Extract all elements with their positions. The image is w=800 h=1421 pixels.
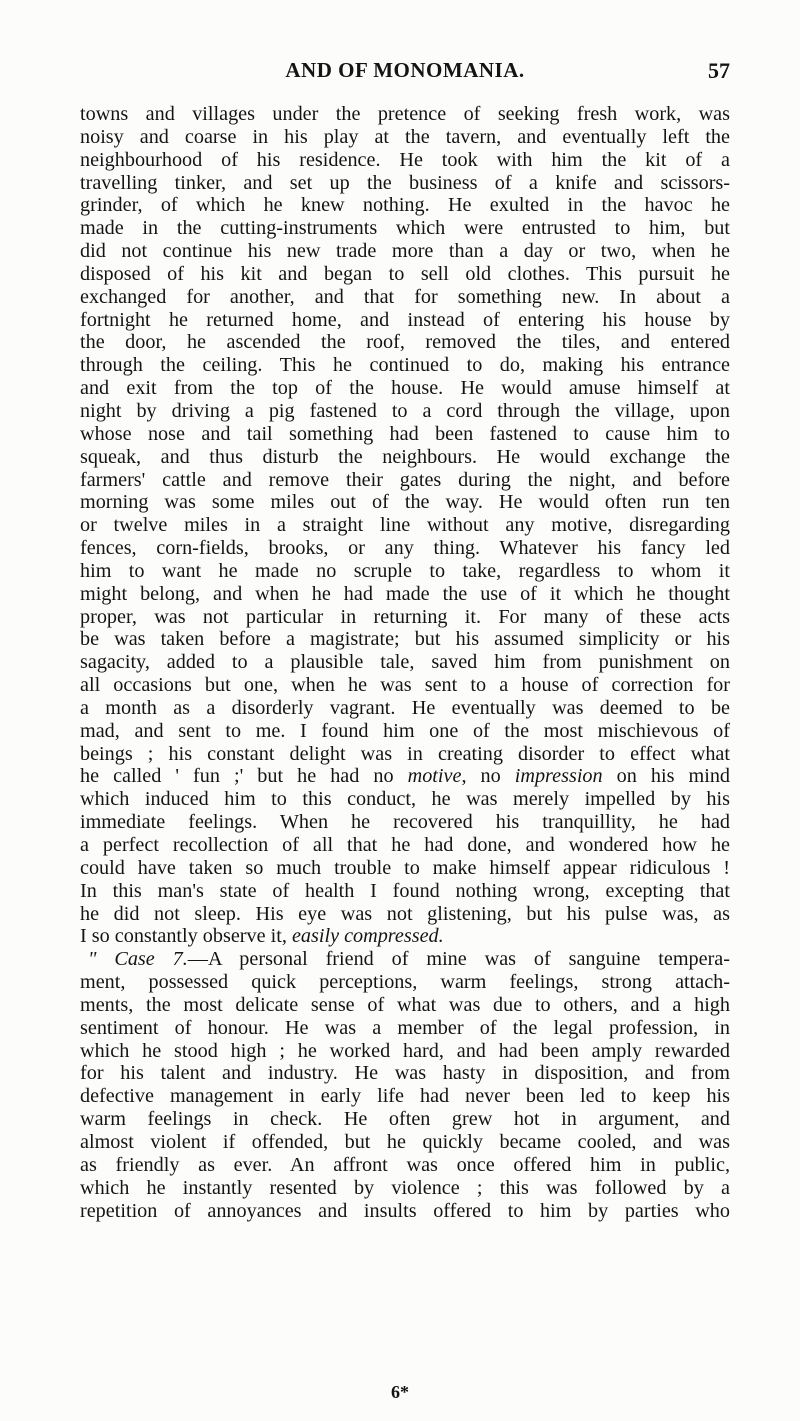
italic-run: easily compressed. [291, 925, 444, 948]
text-line: towns and villages under the pretence of seeking fresh work, was [80, 103, 730, 125]
text-line: a month as a disorderly vagrant. He eventually was deemed to be [80, 696, 730, 719]
text-line: immediate feelings. When he recovered his tranquillity, he had [80, 811, 730, 834]
text-line: squeak, and thus disturb the neighbours. He would exchange the [80, 445, 730, 468]
case-label: " Case 7. [88, 948, 188, 971]
text-line: which he stood high ; he worked hard, and had been amply rewarded [80, 1039, 730, 1062]
text-line: could have taken so much trouble to make himself appear ridiculous ! [80, 856, 730, 879]
text-line-mixed [80, 765, 730, 788]
text-line: disposed of his kit and began to sell old clothes. This pursuit he [80, 262, 730, 285]
signature-mark: 6* [391, 1382, 409, 1402]
text-line: almost violent if offended, but he quickly became cooled, and was [80, 1130, 730, 1153]
text-line: exchanged for another, and that for something new. In about a [80, 285, 730, 308]
text-line: made in the cutting-instruments which were entrusted to him, but [80, 217, 730, 240]
text-run: —A personal friend of mine was of sanguine tempera- [187, 948, 730, 971]
italic-run: motive [407, 765, 462, 788]
text-line: beings ; his constant delight was in creating disorder to effect what [80, 742, 730, 765]
text-line: defective management in early life had never been led to keep his [80, 1085, 730, 1108]
text-line-mixed [80, 925, 730, 948]
text-line: morning was some miles out of the way. He would often run ten [80, 491, 730, 514]
italic-run: impression [514, 765, 603, 788]
text-line: travelling tinker, and set up the business of a knife and scissors- [80, 171, 730, 194]
text-line: might belong, and when he had made the use of it which he thought [80, 582, 730, 605]
text-line: neighbourhood of his residence. He took with him the kit of a [80, 148, 730, 171]
running-head [80, 58, 730, 88]
text-line: whose nose and tail something had been fastened to cause him to [80, 422, 730, 445]
text-line: or twelve miles in a straight line without any motive, disregarding [80, 514, 730, 537]
text-line: mad, and sent to me. I found him one of the most mischievous of [80, 719, 730, 742]
case-heading-line [80, 948, 730, 971]
text-line: farmers' cattle and remove their gates during the night, and before [80, 468, 730, 491]
text-line: all occasions but one, when he was sent to a house of correction for [80, 674, 730, 697]
text-line: be was taken before a magistrate; but his assumed simplicity or his [80, 628, 730, 651]
text-line: night by driving a pig fastened to a cord through the village, upon [80, 399, 730, 422]
text-line: warm feelings in check. He often grew hot in argument, and [80, 1108, 730, 1131]
text-line: a perfect recollection of all that he had done, and wondered how he [80, 834, 730, 856]
text-line: and exit from the top of the house. He would amuse himself at [80, 377, 730, 400]
text-line: for his talent and industry. He was hasty in disposition, and from [80, 1062, 730, 1085]
text-line: fortnight he returned home, and instead of entering his house by [80, 308, 730, 331]
text-run: I so constantly observe it, [80, 925, 287, 948]
text-line: through the ceiling. This he continued to do, making his entrance [80, 354, 730, 377]
text-line: proper, was not particular in returning it. For many of these acts [80, 605, 730, 628]
text-line: fences, corn-fields, brooks, or any thing. Whatever his fancy led [80, 537, 730, 560]
text-line: sentiment of honour. He was a member of the legal profession, in [80, 1016, 730, 1039]
text-line: as friendly as ever. An affront was once offered him in public, [80, 1153, 730, 1176]
text-run: he called ' fun ;' but he had no [80, 765, 394, 788]
text-line: he did not sleep. His eye was not glistening, but his pulse was, as [80, 902, 730, 925]
text-run: , no [461, 765, 501, 788]
text-line: sagacity, added to a plausible tale, saved him from punishment on [80, 651, 730, 674]
page-number: 57 [708, 58, 730, 83]
text-line: grinder, of which he knew nothing. He exulted in the havoc he [80, 194, 730, 217]
text-line: which induced him to this conduct, he was merely impelled by his [80, 788, 730, 811]
text-line: did not continue his new trade more than a day or two, when he [80, 240, 730, 263]
text-line: ments, the most delicate sense of what was due to others, and a high [80, 993, 730, 1016]
text-line: repetition of annoyances and insults offered to him by parties who [80, 1199, 730, 1222]
text-line: ment, possessed quick perceptions, warm feelings, strong attach- [80, 971, 730, 994]
text-line: him to want he made no scruple to take, regardless to whom it [80, 559, 730, 582]
text-line: the door, he ascended the roof, removed the tiles, and entered [80, 331, 730, 354]
text-line: In this man's state of health I found nothing wrong, excepting that [80, 879, 730, 902]
text-run: on his mind [616, 765, 731, 788]
body-text [80, 103, 730, 1222]
running-title: AND OF MONOMANIA. [285, 58, 525, 82]
text-line: which he instantly resented by violence ; this was followed by a [80, 1176, 730, 1199]
text-line: noisy and coarse in his play at the tavern, and eventually left the [80, 125, 730, 148]
